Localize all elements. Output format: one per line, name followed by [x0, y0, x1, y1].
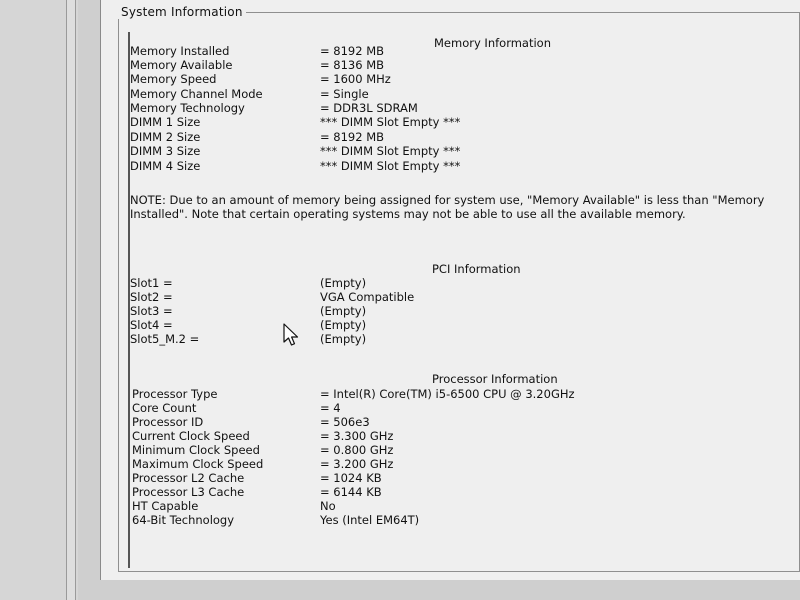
row-value: Yes (Intel EM64T)	[320, 513, 420, 527]
left-pane-scrollbar[interactable]	[66, 0, 76, 600]
row-value: = 0.800 GHz	[320, 443, 394, 457]
row-label: Current Clock Speed	[132, 429, 250, 443]
row-value: (Empty)	[320, 318, 367, 332]
row-label: Processor ID	[132, 415, 204, 429]
row-value: (Empty)	[320, 332, 367, 346]
row-label: Memory Channel Mode	[130, 87, 263, 101]
row-label: Minimum Clock Speed	[132, 443, 260, 457]
row-label: Memory Installed	[130, 44, 230, 58]
row-label: Core Count	[132, 401, 197, 415]
row-value: = 3.200 GHz	[320, 457, 394, 471]
pci-section-title: PCI Information	[432, 262, 521, 276]
row-value: = 8192 MB	[320, 44, 385, 58]
row-label: Slot5_M.2 =	[130, 332, 200, 346]
row-label: Slot3 =	[130, 304, 173, 318]
group-title: System Information	[118, 5, 246, 19]
row-value: No	[320, 499, 336, 513]
row-label: Memory Speed	[130, 72, 217, 86]
row-label: 64-Bit Technology	[132, 513, 235, 527]
row-label: Processor L2 Cache	[132, 471, 245, 485]
row-value: *** DIMM Slot Empty ***	[320, 144, 461, 158]
row-value: = 8136 MB	[320, 58, 385, 72]
row-value: = DDR3L SDRAM	[320, 101, 418, 115]
memory-section-title: Memory Information	[434, 36, 551, 50]
row-value: = 4	[320, 401, 341, 415]
row-label: DIMM 3 Size	[130, 144, 201, 158]
row-value: = 506e3	[320, 415, 370, 429]
row-label: Slot1 =	[130, 276, 173, 290]
row-label: Memory Available	[130, 58, 233, 72]
row-label: Processor L3 Cache	[132, 485, 245, 499]
row-value: = 1024 KB	[320, 471, 382, 485]
row-value: = 1600 MHz	[320, 72, 391, 86]
row-label: Memory Technology	[130, 101, 245, 115]
row-value: *** DIMM Slot Empty ***	[320, 159, 461, 173]
left-nav-pane	[0, 0, 78, 600]
row-label: Maximum Clock Speed	[132, 457, 264, 471]
row-label: Slot4 =	[130, 318, 173, 332]
memory-note: NOTE: Due to an amount of memory being assigned for system use, "Memory Available" is less than "Memory Installed". Note that certain operating systems may not be able to use all the available memory.	[130, 193, 765, 221]
row-value: (Empty)	[320, 304, 367, 318]
row-value: VGA Compatible	[320, 290, 415, 304]
row-value: = 3.300 GHz	[320, 429, 394, 443]
row-value: = 6144 KB	[320, 485, 382, 499]
row-label: Processor Type	[132, 387, 218, 401]
mouse-pointer-icon	[282, 323, 300, 347]
row-value: = 8192 MB	[320, 130, 385, 144]
row-label: HT Capable	[132, 499, 199, 513]
row-value: = Single	[320, 87, 369, 101]
row-value: *** DIMM Slot Empty ***	[320, 115, 461, 129]
row-label: DIMM 4 Size	[130, 159, 201, 173]
row-value: (Empty)	[320, 276, 367, 290]
info-content	[128, 32, 800, 568]
row-label: Slot2 =	[130, 290, 173, 304]
processor-section-title: Processor Information	[432, 372, 558, 386]
row-value: = Intel(R) Core(TM) i5-6500 CPU @ 3.20GHz	[320, 387, 575, 401]
row-label: DIMM 1 Size	[130, 115, 201, 129]
row-label: DIMM 2 Size	[130, 130, 201, 144]
